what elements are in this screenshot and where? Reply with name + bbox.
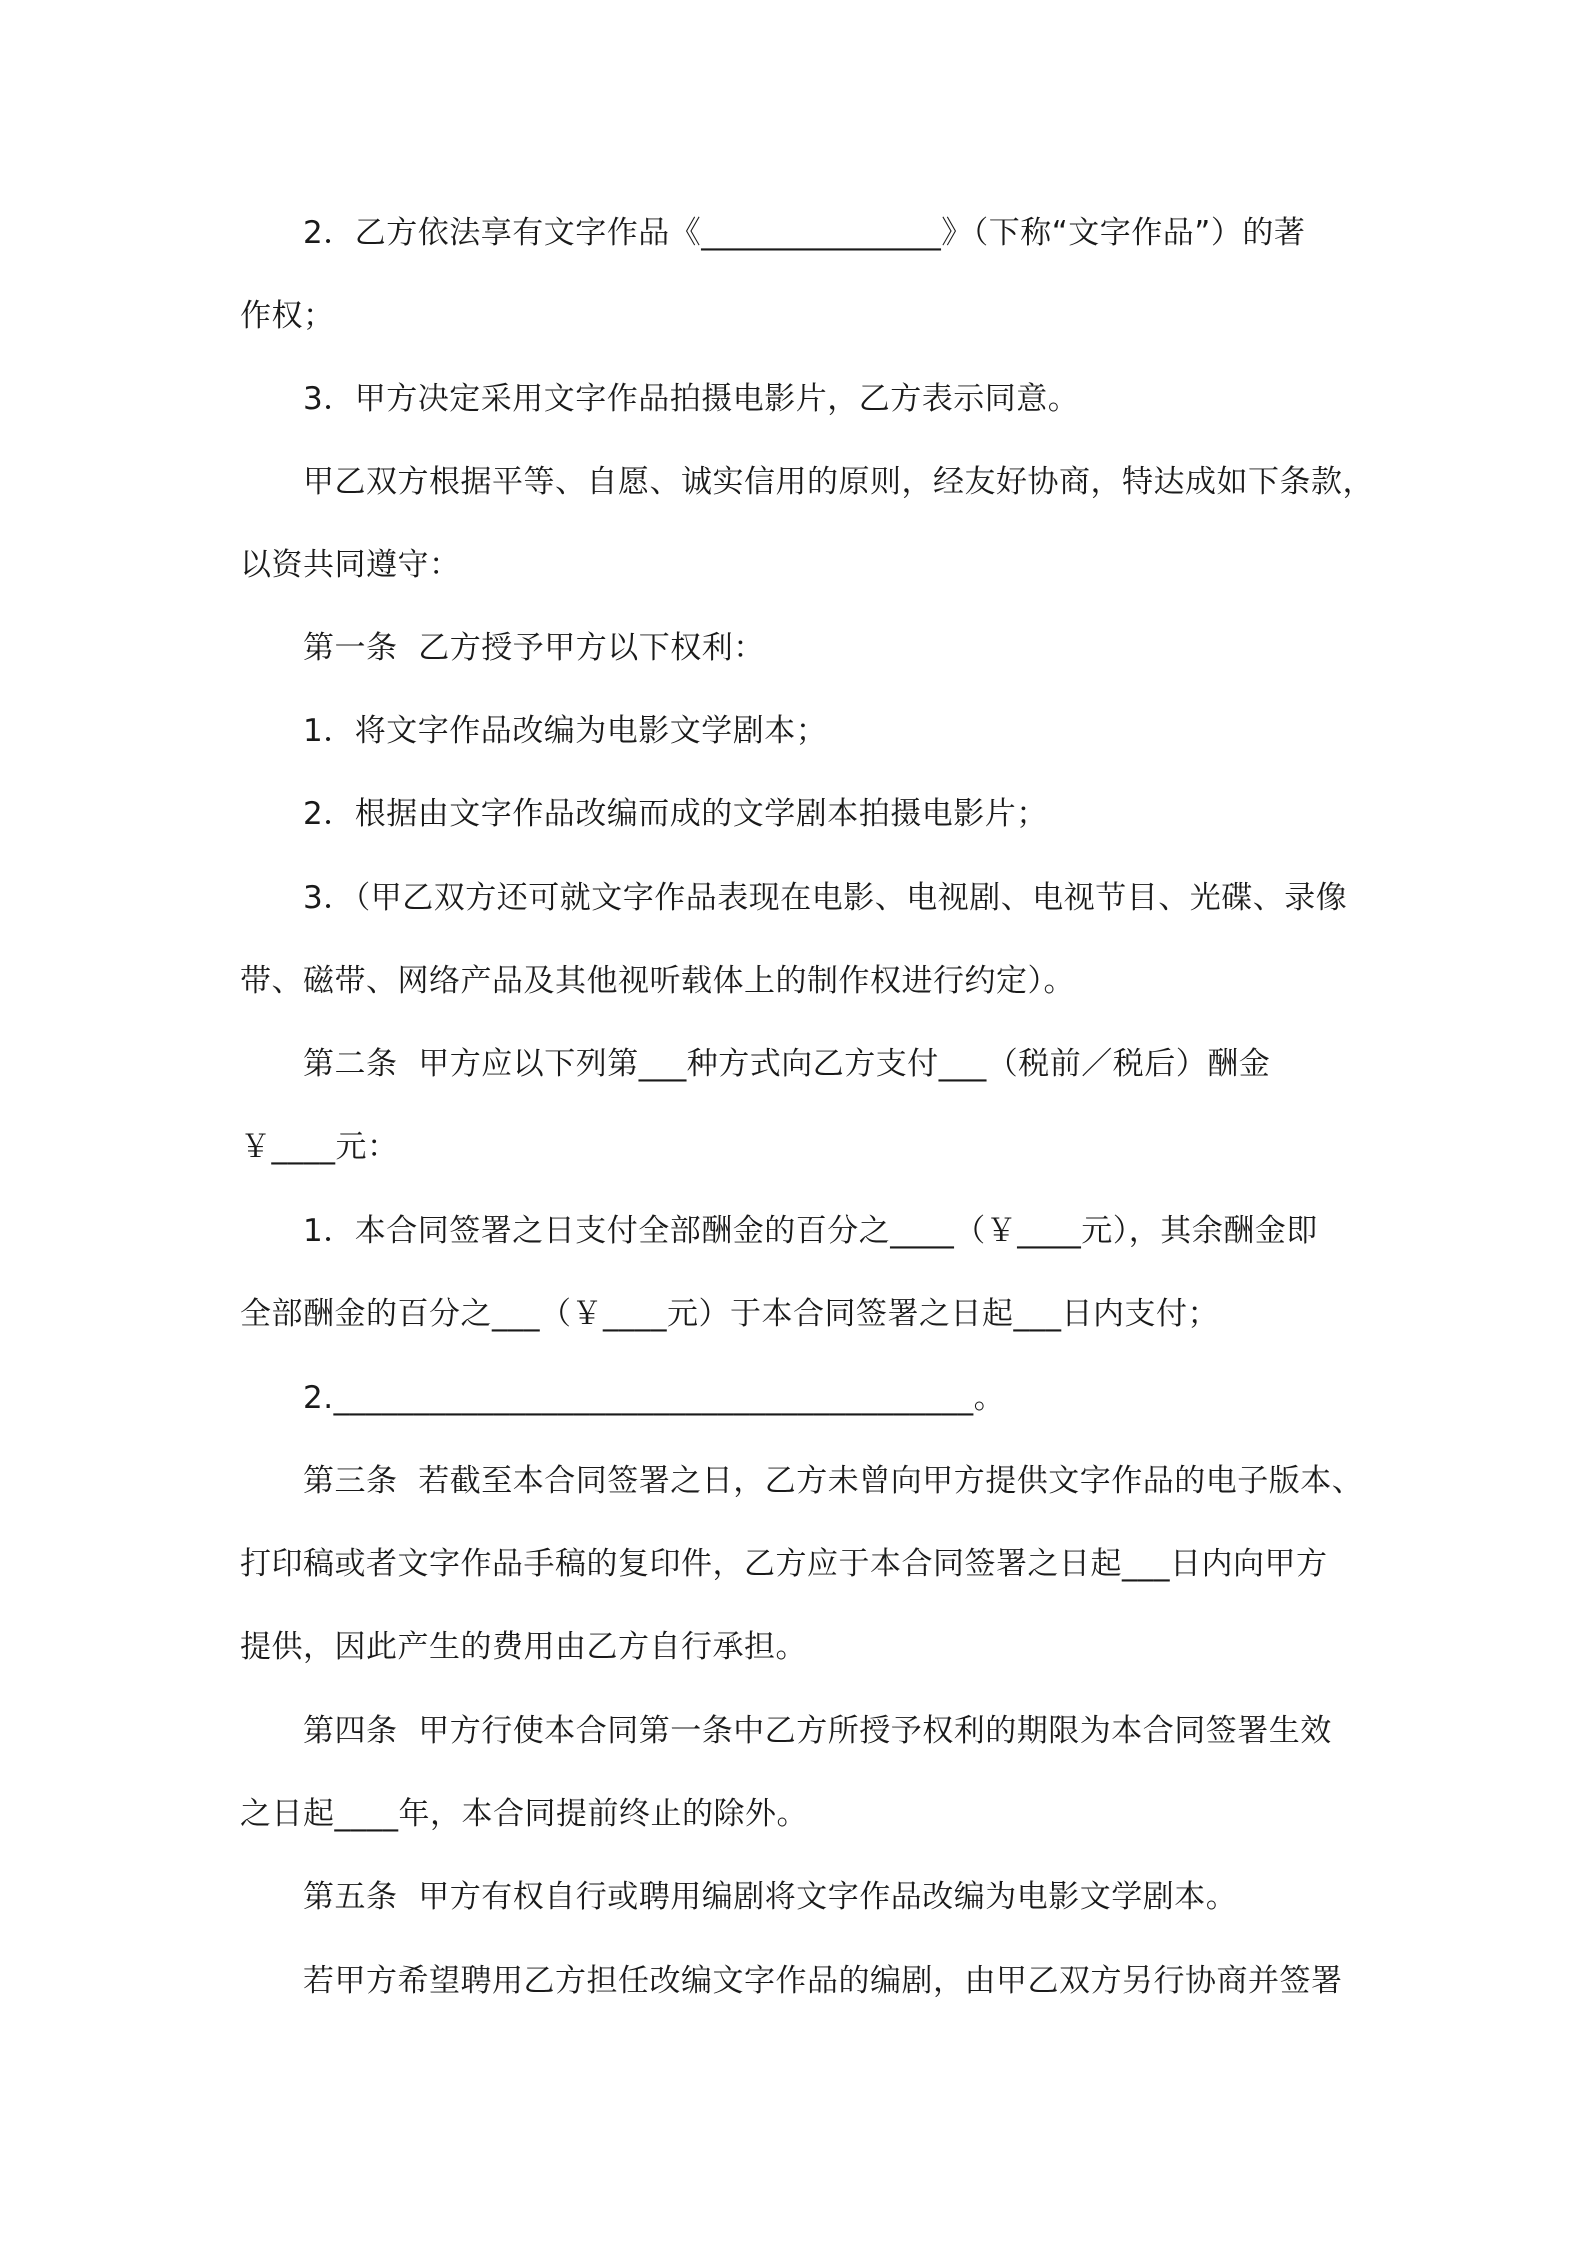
- paragraph-line: 3．甲方决定采用文字作品拍摄电影片，乙方表示同意。: [303, 381, 1080, 417]
- paragraph-line: 甲乙双方根据平等、自愿、诚实信用的原则，经友好协商，特达成如下条款，: [303, 464, 1374, 500]
- paragraph-line: 带、磁带、网络产品及其他视听载体上的制作权进行约定）。: [240, 963, 1075, 999]
- paragraph-line: 若甲方希望聘用乙方担任改编文字作品的编剧，由甲乙双方另行协商并签署: [303, 1963, 1343, 1999]
- paragraph-line: 全部酬金的百分之___（￥____元）于本合同签署之日起___日内支付；: [240, 1296, 1219, 1332]
- article-heading-line: 第四条 甲方行使本合同第一条中乙方所授予权利的期限为本合同签署生效: [303, 1713, 1332, 1749]
- paragraph-line: 之日起____年，本合同提前终止的除外。: [240, 1796, 808, 1832]
- paragraph-line: 1．本合同签署之日支付全部酬金的百分之____（￥____元），其余酬金即: [303, 1213, 1318, 1249]
- article-heading-line: 第二条 甲方应以下列第___种方式向乙方支付___（税前／税后）酬金: [303, 1046, 1271, 1082]
- paragraph-line: 3．（甲乙双方还可就文字作品表现在电影、电视剧、电视节目、光碟、录像: [303, 880, 1348, 916]
- paragraph-line: 以资共同遵守：: [240, 547, 461, 583]
- paragraph-line: 作权；: [240, 298, 335, 334]
- article-heading-line: 第五条 甲方有权自行或聘用编剧将文字作品改编为电影文学剧本。: [303, 1879, 1238, 1915]
- paragraph-line: 1．将文字作品改编为电影文学剧本；: [303, 713, 828, 749]
- paragraph-line: 提供，因此产生的费用由乙方自行承担。: [240, 1629, 807, 1665]
- article-heading-line: 第一条 乙方授予甲方以下权利：: [303, 630, 765, 666]
- paragraph-line: 2.________________________________________。: [303, 1380, 1006, 1416]
- article-heading-line: 第三条 若截至本合同签署之日，乙方未曾向甲方提供文字作品的电子版本、: [303, 1463, 1364, 1499]
- paragraph-line: 2．乙方依法享有文字作品《_______________》（下称“文字作品”）的著: [303, 215, 1306, 251]
- paragraph-line: 2．根据由文字作品改编而成的文学剧本拍摄电影片；: [303, 796, 1048, 832]
- paragraph-line: 打印稿或者文字作品手稿的复印件，乙方应于本合同签署之日起___日内向甲方: [240, 1546, 1328, 1582]
- paragraph-line: ￥____元：: [240, 1129, 399, 1165]
